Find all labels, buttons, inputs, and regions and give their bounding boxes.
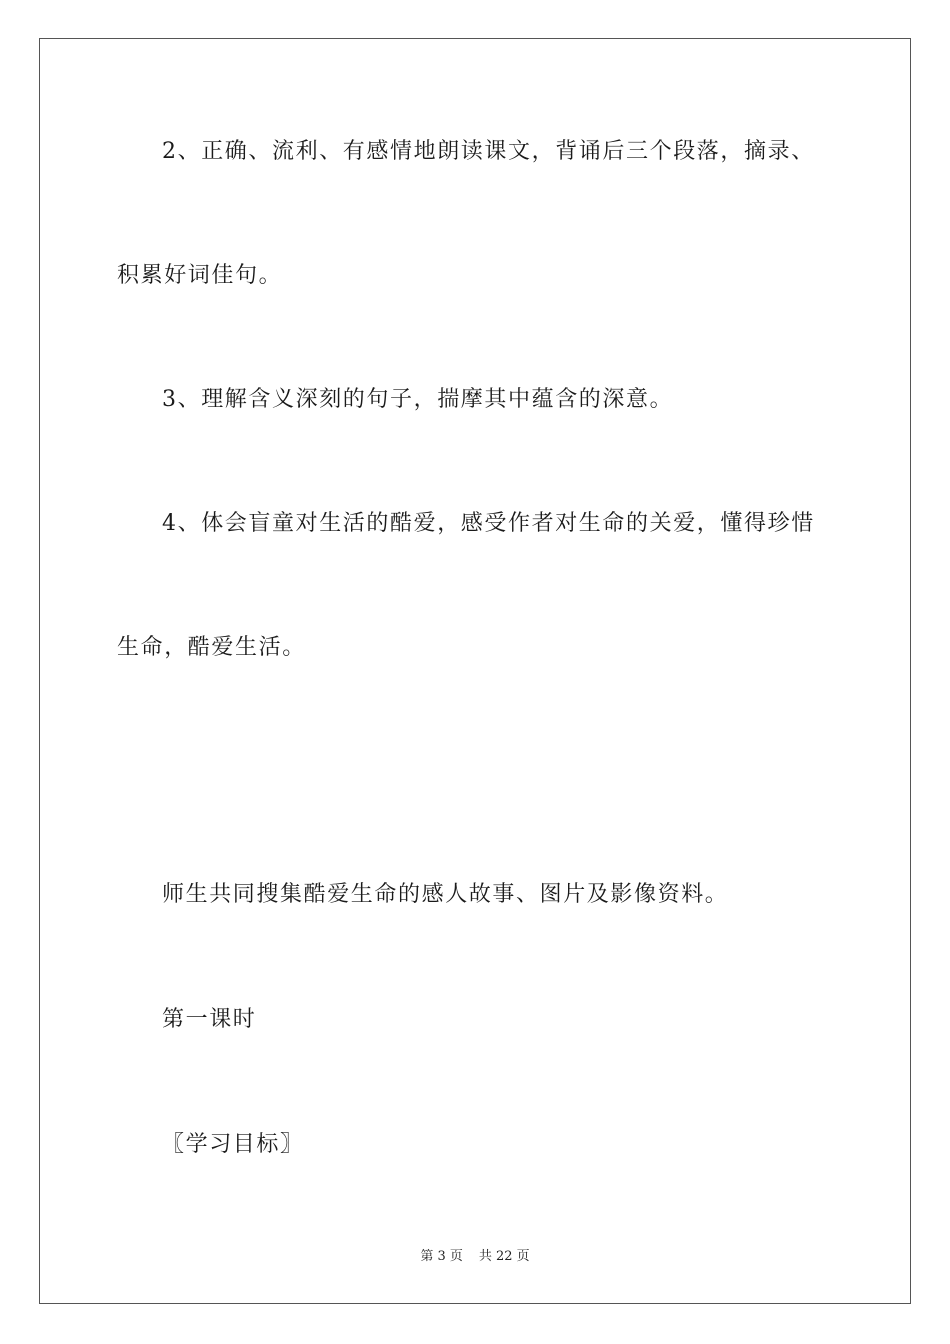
learning-goals-heading: 〖学习目标〗 <box>162 1132 304 1157</box>
page-number-total: 共 22 页 <box>478 1249 530 1264</box>
objective-2-line-2: 积累好词佳句。 <box>117 263 283 288</box>
page-footer <box>0 1248 950 1266</box>
objective-4-line-2: 生命，酷爱生活。 <box>117 635 306 660</box>
page-border <box>39 38 911 1304</box>
preparation-line: 师生共同搜集酷爱生命的感人故事、图片及影像资料。 <box>162 882 729 907</box>
objective-2-line-1: 2、正确、流利、有感情地朗读课文，背诵后三个段落，摘录、 <box>162 139 815 164</box>
page-number-current: 第 3 页 <box>420 1249 463 1264</box>
objective-3-line: 3、理解含义深刻的句子，揣摩其中蕴含的深意。 <box>162 387 674 412</box>
objective-4-line-1: 4、体会盲童对生活的酷爱，感受作者对生命的关爱，懂得珍惜 <box>162 511 815 536</box>
lesson-heading: 第一课时 <box>162 1007 257 1032</box>
